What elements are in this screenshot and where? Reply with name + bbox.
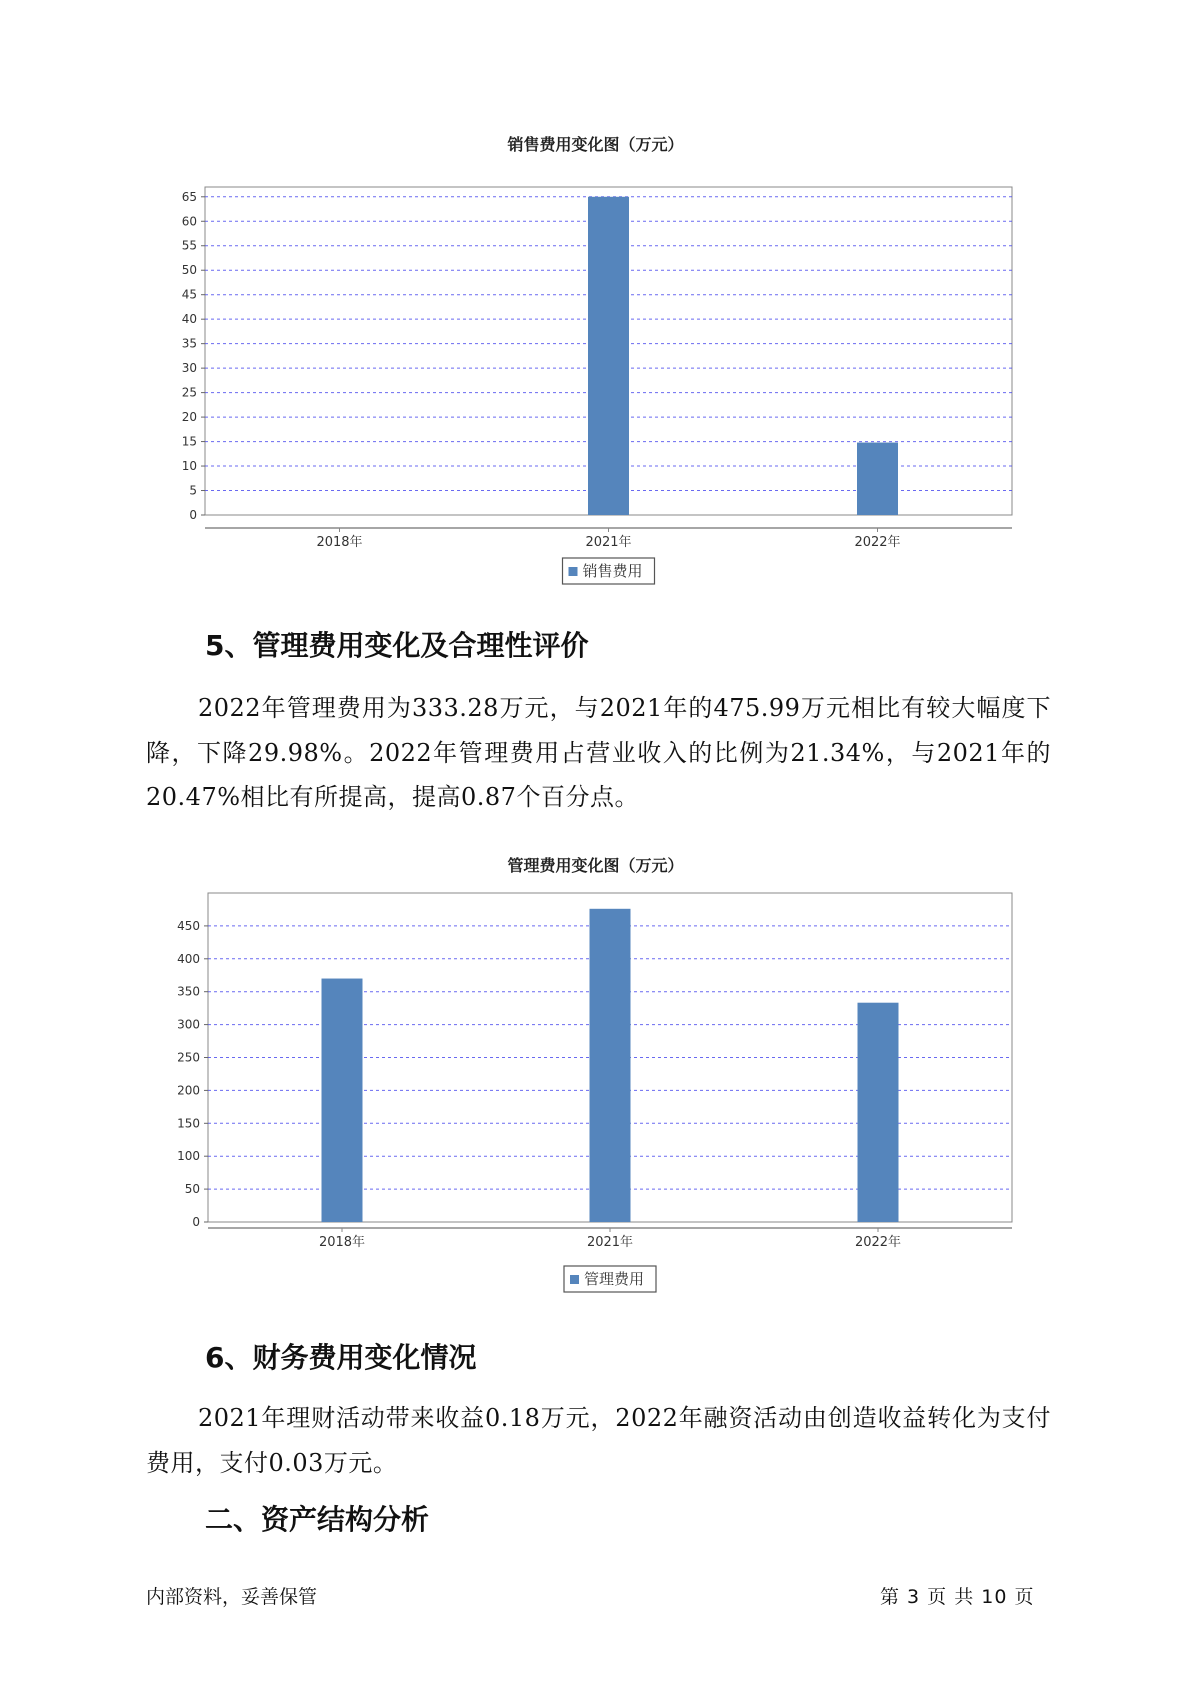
y-tick-label: 250 xyxy=(177,1050,200,1065)
y-tick-label: 50 xyxy=(184,1182,200,1197)
x-tick-label: 2021年 xyxy=(586,1235,634,1250)
chart1-title: 销售费用变化图（万元） xyxy=(507,135,684,154)
y-tick-label: 100 xyxy=(177,1149,200,1164)
footer-page-number: 第 3 页 共 10 页 xyxy=(880,1586,1035,1608)
y-tick-label: 200 xyxy=(177,1083,200,1098)
y-tick-label: 60 xyxy=(181,214,197,229)
y-tick-label: 15 xyxy=(181,434,197,449)
x-tick-label: 2022年 xyxy=(854,535,901,550)
y-tick-label: 20 xyxy=(181,410,197,425)
y-tick-label: 5 xyxy=(189,483,197,498)
y-tick-label: 50 xyxy=(181,263,197,278)
y-tick-label: 400 xyxy=(177,951,200,966)
x-tick-label: 2018年 xyxy=(318,1235,366,1250)
x-tick-label: 2022年 xyxy=(854,1235,902,1250)
y-tick-label: 40 xyxy=(181,312,197,327)
legend-label: 销售费用 xyxy=(582,562,643,580)
y-tick-label: 30 xyxy=(181,361,197,376)
y-tick-label: 45 xyxy=(181,287,197,302)
y-tick-label: 150 xyxy=(177,1116,200,1131)
y-tick-label: 65 xyxy=(181,189,197,204)
y-tick-label: 450 xyxy=(177,918,200,933)
y-tick-label: 55 xyxy=(181,238,197,253)
chart2-title: 管理费用变化图（万元） xyxy=(507,856,684,875)
x-tick-label: 2021年 xyxy=(585,535,632,550)
footer-confidential: 内部资料，妥善保管 xyxy=(146,1586,318,1608)
y-tick-label: 0 xyxy=(189,508,197,522)
section5-heading: 5、管理费用变化及合理性评价 xyxy=(205,629,589,662)
y-tick-label: 25 xyxy=(181,385,197,400)
legend-label: 管理费用 xyxy=(584,1270,645,1288)
y-tick-label: 350 xyxy=(177,984,200,999)
section6-paragraph: 2021年理财活动带来收益0.18万元，2022年融资活动由创造收益转化为支付费用，支付0.03万元。 xyxy=(146,1404,1051,1477)
y-tick-label: 10 xyxy=(181,459,197,474)
section6-heading: 6、财务费用变化情况 xyxy=(205,1341,477,1374)
y-tick-label: 300 xyxy=(177,1017,200,1032)
section5-paragraph: 2022年管理费用为333.28万元，与2021年的475.99万元相比有较大幅度下降，下降29.98%。2022年管理费用占营业收入的比例为21.34%，与2021年的20.47%相比有所提高，提高0.87个百分点。 xyxy=(146,694,1051,811)
bar-2018年 xyxy=(322,979,363,1222)
legend-swatch xyxy=(570,1275,579,1284)
x-tick-label: 2018年 xyxy=(316,535,363,550)
bar-2021年 xyxy=(590,909,631,1222)
y-tick-label: 0 xyxy=(192,1215,200,1229)
section-two-heading: 二、资产结构分析 xyxy=(205,1503,430,1536)
bar-2022年 xyxy=(858,1003,899,1222)
y-tick-label: 35 xyxy=(181,336,197,351)
